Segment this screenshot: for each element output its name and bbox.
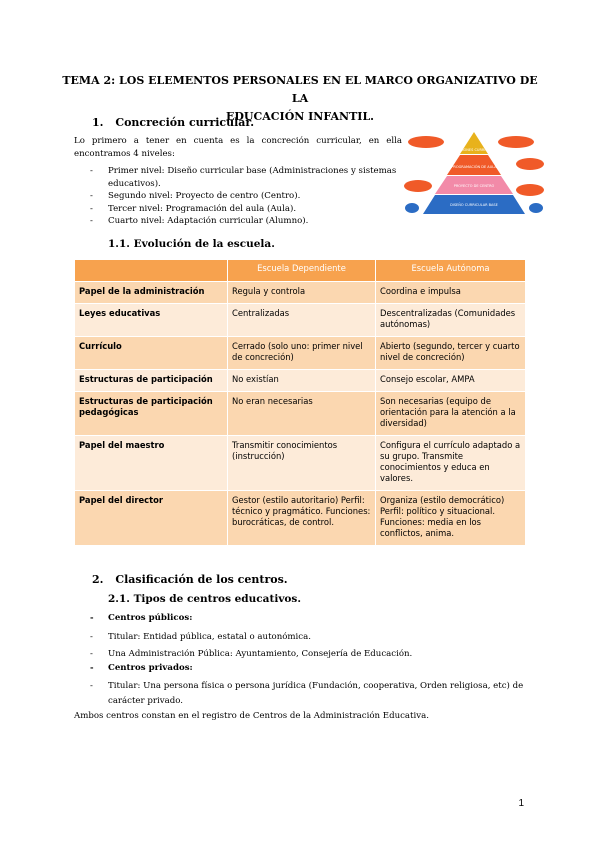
autonoma-cell: Configura el currículo adaptado a su grupo. Transmite conocimientos y educa en valores. bbox=[376, 436, 526, 491]
list-item: - Una Administración Pública: Ayuntamiento, Consejería de Educación. bbox=[74, 646, 530, 663]
row-label: Papel del maestro bbox=[75, 436, 228, 491]
level-item: - Primer nivel: Diseño curricular base (Administraciones y sistemas educativos). bbox=[74, 165, 406, 190]
level-item: - Segundo nivel: Proyecto de centro (Centro). bbox=[74, 190, 406, 203]
level-item: - Tercer nivel: Programación del aula (Aula). bbox=[74, 203, 406, 216]
list-item: - Titular: Entidad pública, estatal o autonómica. bbox=[74, 629, 530, 646]
row-label: Estructuras de participación bbox=[75, 370, 228, 392]
table-row bbox=[75, 337, 526, 370]
section1-number: 1. bbox=[92, 116, 104, 129]
school-comparison-table bbox=[74, 259, 526, 546]
row-label: Leyes educativas bbox=[75, 304, 228, 337]
row-label: Currículo bbox=[75, 337, 228, 370]
section1-heading bbox=[92, 116, 254, 129]
row-label: Papel del director bbox=[75, 491, 228, 546]
autonoma-cell: Abierto (segundo, tercer y cuarto nivel de concreción) bbox=[376, 337, 526, 370]
table-header-cell: Escuela Dependiente bbox=[228, 260, 376, 282]
pyramid-label-4: DISEÑO CURRICULAR BASE bbox=[450, 203, 498, 207]
table-row bbox=[75, 392, 526, 436]
table-header-row bbox=[75, 260, 526, 282]
dependiente-cell: Gestor (estilo autoritario) Perfil: técnico y pragmático. Funciones: burocráticas, de control. bbox=[228, 491, 376, 546]
autonoma-cell: Consejo escolar, AMPA bbox=[376, 370, 526, 392]
section1-heading-text: Concreción curricular. bbox=[115, 116, 255, 129]
section2-heading-text: Clasificación de los centros. bbox=[115, 573, 288, 586]
bubble-shape bbox=[498, 136, 534, 148]
section1-intro: Lo primero a tener en cuenta es la concreción curricular, en ella encontramos 4 niveles: bbox=[74, 136, 402, 159]
title-line-2: EDUCACIÓN INFANTIL. bbox=[225, 110, 375, 123]
dependiente-cell: Centralizadas bbox=[228, 304, 376, 337]
autonoma-cell: Organiza (estilo democrático) Perfil: político y situacional. Funciones: media en los conflictos, anima. bbox=[376, 491, 526, 546]
bubble-shape bbox=[405, 203, 419, 213]
pyramid-label-2: PROGRAMACIÓN DE AULA bbox=[451, 165, 497, 169]
table-row bbox=[75, 436, 526, 491]
page-number: 1 bbox=[518, 798, 524, 809]
public-centers-list bbox=[74, 612, 530, 625]
title-line-1: TEMA 2: LOS ELEMENTOS PERSONALES EN EL MARCO ORGANIZATIVO DE LA bbox=[62, 74, 538, 105]
dependiente-cell: Cerrado (solo uno: primer nivel de concreción) bbox=[228, 337, 376, 370]
table-row bbox=[75, 370, 526, 392]
private-centers-list bbox=[74, 662, 530, 675]
row-label: Papel de la administración bbox=[75, 282, 228, 304]
private-centers-items bbox=[74, 679, 530, 709]
bubble-shape bbox=[404, 180, 432, 192]
levels-list bbox=[74, 165, 406, 228]
level-item: - Cuarto nivel: Adaptación curricular (Alumno). bbox=[74, 215, 406, 228]
pyramid-label-3: PROYECTO DE CENTRO bbox=[453, 184, 495, 188]
dependiente-cell: Transmitir conocimientos (instrucción) bbox=[228, 436, 376, 491]
bubble-shape bbox=[516, 184, 544, 196]
subsection-2-1-heading: 2.1. Tipos de centros educativos. bbox=[108, 593, 301, 605]
section2-heading bbox=[92, 573, 288, 586]
table-row bbox=[75, 304, 526, 337]
list-item: - Titular: Una persona física o persona jurídica (Fundación, cooperativa, Orden religiosa, etc) de carácter privado. bbox=[74, 679, 530, 709]
section2-number: 2. bbox=[92, 573, 104, 586]
private-centers-label: - Centros privados: bbox=[74, 662, 530, 675]
table-header-cell: Escuela Autónoma bbox=[376, 260, 526, 282]
public-centers-items bbox=[74, 629, 530, 663]
pyramid-label-1: ADAPTACIONES CURRICULARES bbox=[446, 148, 502, 152]
autonoma-cell: Descentralizadas (Comunidades autónomas) bbox=[376, 304, 526, 337]
dependiente-cell: Regula y controla bbox=[228, 282, 376, 304]
autonoma-cell: Coordina e impulsa bbox=[376, 282, 526, 304]
bubble-shape bbox=[516, 158, 544, 170]
table-header-cell bbox=[75, 260, 228, 282]
bubble-shape bbox=[529, 203, 543, 213]
dependiente-cell: No existían bbox=[228, 370, 376, 392]
table-row bbox=[75, 491, 526, 546]
subsection-1-1-heading: 1.1. Evolución de la escuela. bbox=[108, 238, 275, 250]
table-row bbox=[75, 282, 526, 304]
public-centers-label: - Centros públicos: bbox=[74, 612, 530, 625]
curriculum-pyramid-illustration bbox=[404, 128, 544, 220]
closing-paragraph: Ambos centros constan en el registro de Centros de la Administración Educativa. bbox=[74, 711, 429, 721]
dependiente-cell: No eran necesarias bbox=[228, 392, 376, 436]
bubble-shape bbox=[408, 136, 444, 148]
row-label: Estructuras de participación pedagógicas bbox=[75, 392, 228, 436]
autonoma-cell: Son necesarias (equipo de orientación para la atención a la diversidad) bbox=[376, 392, 526, 436]
